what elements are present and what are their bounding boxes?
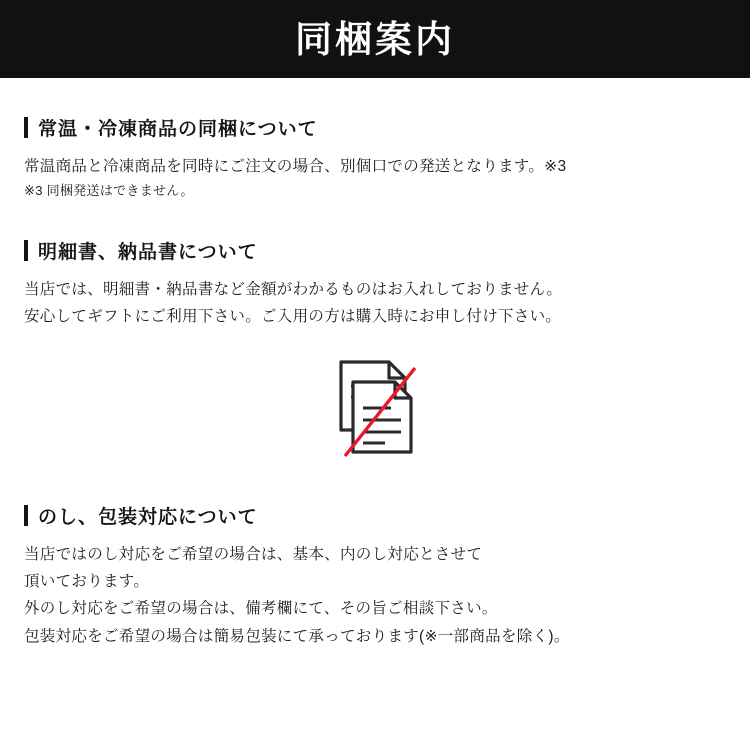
body-line-note: ※3 同梱発送はできません。 bbox=[24, 183, 194, 199]
body-line: 安心してギフトにご利用下さい。ご入用の方は購入時にお申し付け下さい。 bbox=[24, 308, 562, 325]
page-header bbox=[0, 0, 750, 78]
section-body bbox=[24, 276, 726, 330]
section-heading-label: 明細書、納品書について bbox=[38, 241, 258, 263]
heading-bar-icon bbox=[24, 505, 28, 526]
body-line: 外のし対応をご希望の場合は、備考欄にて、その旨ご相談下さい。 bbox=[24, 600, 498, 618]
section-heading bbox=[24, 237, 726, 264]
section-heading bbox=[24, 114, 726, 141]
section-room-temp-frozen bbox=[24, 114, 726, 203]
body-line: 当店では、明細書・納品書など金額がわかるものはお入れしておりません。 bbox=[24, 280, 563, 298]
section-heading-label: のし、包装対応について bbox=[38, 507, 258, 529]
section-heading bbox=[24, 502, 726, 529]
section-invoice bbox=[24, 237, 726, 464]
section-noshi-packaging bbox=[24, 502, 726, 650]
page-content bbox=[0, 114, 750, 650]
body-line: 包装対応をご希望の場合は簡易包装にて承っております(※一部商品を除く)。 bbox=[24, 627, 570, 645]
section-body bbox=[24, 541, 726, 650]
page-title: 同梱案内 bbox=[295, 18, 455, 60]
no-invoice-illustration bbox=[24, 352, 726, 464]
body-line: 当店ではのし対応をご希望の場合は、基本、内のし対応とさせて bbox=[24, 546, 483, 564]
body-line: 常温商品と冷凍商品を同時にご注文の場合、別個口での発送となります。※3 bbox=[24, 158, 567, 175]
heading-bar-icon bbox=[24, 240, 28, 261]
section-heading-label: 常温・冷凍商品の同梱について bbox=[38, 119, 318, 140]
heading-bar-icon bbox=[24, 117, 28, 138]
body-line: 頂いております。 bbox=[24, 573, 150, 591]
no-invoice-icon bbox=[319, 352, 431, 464]
section-body bbox=[24, 153, 726, 203]
